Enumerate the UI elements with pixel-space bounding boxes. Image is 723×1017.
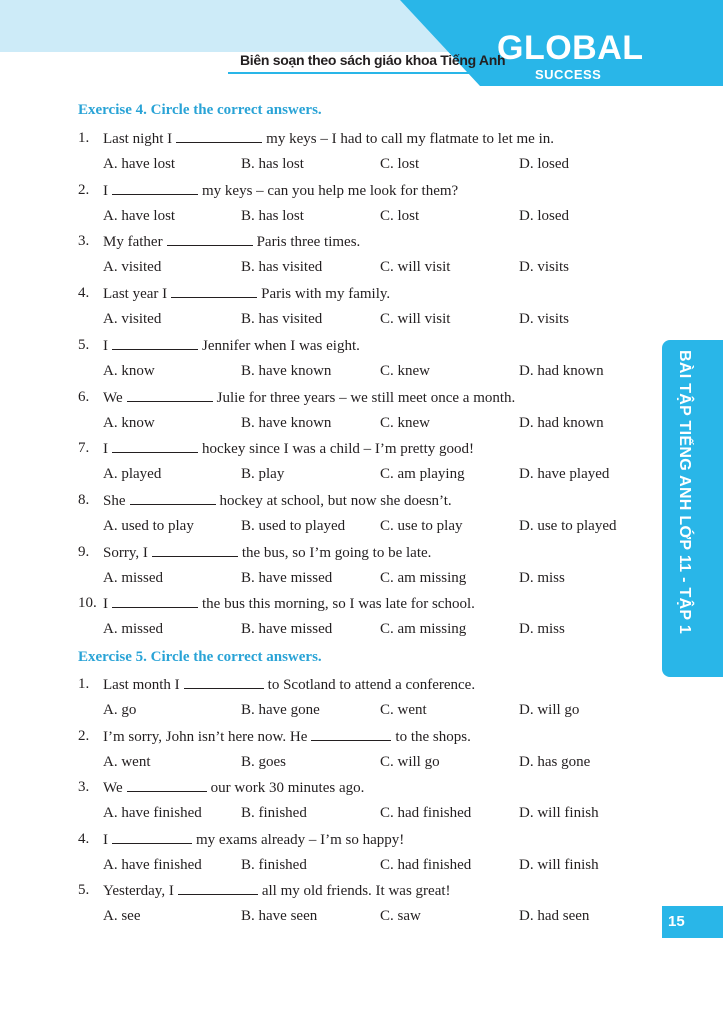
answer-option-b[interactable]: B. has visited xyxy=(241,311,323,328)
question-text xyxy=(103,544,431,562)
question-text-after: to Scotland to attend a conference. xyxy=(267,677,476,693)
question-text xyxy=(103,492,452,510)
answer-option-b[interactable]: B. have missed xyxy=(241,621,333,638)
answer-option-c[interactable]: C. use to play xyxy=(380,517,463,534)
question-text-before: Last night I xyxy=(103,131,173,147)
exercise-title: Exercise 5. Circle the correct answers. xyxy=(78,649,322,665)
question-number: 3. xyxy=(78,233,90,250)
answer-option-d[interactable]: D. visits xyxy=(519,259,570,276)
question-number: 6. xyxy=(78,388,90,405)
question-text-before: I xyxy=(103,182,108,199)
question-text-before: I xyxy=(103,831,108,848)
answer-blank[interactable] xyxy=(171,285,257,298)
answer-option-c[interactable]: C. lost xyxy=(380,156,420,172)
question-text xyxy=(103,676,475,694)
answer-blank[interactable] xyxy=(127,779,207,792)
answer-option-a[interactable]: A. have lost xyxy=(103,207,176,224)
header-subtitle: Biên soạn theo sách giáo khoa Tiếng Anh xyxy=(240,52,506,68)
question-number: 4. xyxy=(78,285,90,302)
question-text-before: We xyxy=(103,780,123,796)
answer-option-a[interactable]: A. visited xyxy=(103,259,162,276)
answer-option-b[interactable]: B. have seen xyxy=(241,908,318,924)
question-text-after: my keys – can you help me look for them? xyxy=(202,182,459,199)
question-text xyxy=(103,285,390,303)
header-band-light xyxy=(0,0,460,52)
answer-option-c[interactable]: C. lost xyxy=(380,207,420,224)
answer-blank[interactable] xyxy=(112,595,198,608)
answer-option-d[interactable]: D. has gone xyxy=(519,753,591,770)
question-number: 2. xyxy=(78,181,90,198)
question-text-after: Paris with my family. xyxy=(261,286,391,303)
question-text-before: Yesterday, I xyxy=(103,883,174,899)
answer-option-c[interactable]: C. will visit xyxy=(380,259,451,276)
question-text-after: Jennifer when I was eight. xyxy=(202,337,360,354)
answer-option-d[interactable]: D. visits xyxy=(519,311,570,328)
answer-blank[interactable] xyxy=(127,389,213,402)
brand-logo-title: GLOBAL xyxy=(497,29,644,67)
answer-option-a[interactable]: A. have finished xyxy=(103,856,202,873)
page-number: 15 xyxy=(662,906,723,938)
answer-blank[interactable] xyxy=(130,492,216,505)
answer-blank[interactable] xyxy=(112,182,198,195)
header-underline xyxy=(228,72,490,74)
question-text-after: hockey since I was a child – I’m pretty good! xyxy=(202,441,474,458)
question-text-after: Julie for three years – we still meet once a month. xyxy=(216,389,516,406)
answer-option-d[interactable]: D. miss xyxy=(519,621,565,638)
question-text-after: all my old friends. It was great! xyxy=(261,883,451,899)
answer-blank[interactable] xyxy=(176,130,262,143)
answer-option-c[interactable]: C. had finished xyxy=(380,805,472,821)
question-text xyxy=(103,595,475,613)
question-text xyxy=(103,233,360,251)
answer-option-a[interactable]: A. go xyxy=(103,702,137,718)
answer-option-d[interactable]: D. will finish xyxy=(519,856,599,873)
answer-option-a[interactable]: A. know xyxy=(103,362,155,379)
answer-option-c[interactable]: C. will go xyxy=(380,753,440,770)
answer-option-d[interactable]: D. miss xyxy=(519,569,565,586)
answer-option-a[interactable]: A. see xyxy=(103,908,141,924)
side-tab-text: BÀI TẬP TIẾNG ANH LỚP 11 - TẬP 1 xyxy=(676,350,693,635)
question-text-before: My father xyxy=(103,234,163,251)
answer-option-b[interactable]: B. finished xyxy=(241,805,307,821)
question-number: 8. xyxy=(78,491,90,508)
question-text-before: I’m sorry, John isn’t here now. He xyxy=(103,728,308,745)
answer-option-b[interactable]: B. have known xyxy=(241,362,332,379)
answer-option-d[interactable]: D. had known xyxy=(519,414,604,431)
question-number: 3. xyxy=(78,779,90,795)
question-number: 5. xyxy=(78,882,90,898)
question-text xyxy=(103,337,360,355)
answer-option-c[interactable]: C. am missing xyxy=(380,621,467,638)
question-text-after: our work 30 minutes ago. xyxy=(210,780,365,796)
brand-logo-subtitle: SUCCESS xyxy=(535,67,602,82)
question-text-after: hockey at school, but now she doesn’t. xyxy=(219,492,452,509)
answer-option-d[interactable]: D. had seen xyxy=(519,908,590,924)
answer-option-a[interactable]: A. went xyxy=(103,753,151,770)
answer-blank[interactable] xyxy=(184,676,264,689)
answer-blank[interactable] xyxy=(112,831,192,844)
question-text-before: Last year I xyxy=(103,286,168,303)
answer-option-b[interactable]: B. finished xyxy=(241,856,307,873)
answer-option-a[interactable]: A. know xyxy=(103,414,155,431)
answer-option-b[interactable]: B. has visited xyxy=(241,259,323,276)
question-text-before: Sorry, I xyxy=(103,544,148,561)
answer-blank[interactable] xyxy=(311,728,391,741)
answer-option-d[interactable]: D. losed xyxy=(519,207,569,224)
answer-option-c[interactable]: C. will visit xyxy=(380,311,451,328)
answer-option-c[interactable]: C. am playing xyxy=(380,466,465,483)
question-text-after: the bus, so I’m going to be late. xyxy=(241,544,432,561)
question-number: 2. xyxy=(78,727,90,744)
answer-option-b[interactable]: B. have known xyxy=(241,414,332,431)
answer-blank[interactable] xyxy=(152,544,238,557)
answer-option-b[interactable]: B. has lost xyxy=(241,207,304,224)
question-number: 4. xyxy=(78,830,90,847)
question-text-before: I xyxy=(103,337,108,354)
question-number: 9. xyxy=(78,543,90,560)
exercise-title: Exercise 4. Circle the correct answers. xyxy=(78,102,322,118)
answer-option-c[interactable]: C. went xyxy=(380,702,427,718)
answer-option-a[interactable]: A. have lost xyxy=(103,156,176,172)
answer-option-d[interactable]: D. have played xyxy=(519,466,610,483)
answer-option-b[interactable]: B. used to played xyxy=(241,517,346,534)
answer-option-d[interactable]: D. had known xyxy=(519,362,604,379)
question-text xyxy=(103,779,364,797)
answer-blank[interactable] xyxy=(178,882,258,895)
answer-option-b[interactable]: B. goes xyxy=(241,753,286,770)
answer-option-c[interactable]: C. knew xyxy=(380,414,430,431)
answer-option-a[interactable]: A. missed xyxy=(103,621,163,638)
question-text xyxy=(103,831,404,849)
answer-blank[interactable] xyxy=(167,233,253,246)
question-text-before: I xyxy=(103,596,108,613)
answer-option-a[interactable]: A. played xyxy=(103,466,162,483)
question-text xyxy=(103,440,474,458)
answer-option-b[interactable]: B. have missed xyxy=(241,569,333,586)
answer-option-c[interactable]: C. saw xyxy=(380,908,421,924)
answer-option-d[interactable]: D. use to played xyxy=(519,517,617,534)
question-text-after: the bus this morning, so I was late for school. xyxy=(202,596,475,613)
question-number: 1. xyxy=(78,676,90,692)
question-text xyxy=(103,728,471,746)
question-text-after: my exams already – I’m so happy! xyxy=(196,831,405,848)
question-text-before: Last month I xyxy=(103,677,180,693)
question-text-before: We xyxy=(103,389,123,406)
answer-option-a[interactable]: A. used to play xyxy=(103,517,194,534)
question-text xyxy=(103,182,458,200)
answer-option-d[interactable]: D. will finish xyxy=(519,805,599,821)
answer-option-a[interactable]: A. missed xyxy=(103,569,163,586)
answer-blank[interactable] xyxy=(112,440,198,453)
answer-option-c[interactable]: C. am missing xyxy=(380,569,467,586)
answer-option-d[interactable]: D. losed xyxy=(519,156,569,172)
answer-option-a[interactable]: A. have finished xyxy=(103,805,202,821)
question-text-before: She xyxy=(103,492,126,509)
answer-option-b[interactable]: B. has lost xyxy=(241,156,304,172)
question-number: 5. xyxy=(78,336,90,353)
answer-option-b[interactable]: B. have gone xyxy=(241,702,320,718)
question-text-after: Paris three times. xyxy=(256,234,361,251)
answer-option-d[interactable]: D. will go xyxy=(519,702,580,718)
question-text-before: I xyxy=(103,441,108,458)
question-number: 1. xyxy=(78,130,90,146)
question-number: 7. xyxy=(78,440,90,457)
answer-option-b[interactable]: B. play xyxy=(241,466,285,483)
question-text xyxy=(103,882,451,900)
question-number: 10. xyxy=(78,595,97,612)
question-text xyxy=(103,389,515,407)
answer-blank[interactable] xyxy=(112,337,198,350)
answer-option-c[interactable]: C. had finished xyxy=(380,856,472,873)
answer-option-c[interactable]: C. knew xyxy=(380,362,430,379)
question-text-after: to the shops. xyxy=(395,728,471,745)
question-text-after: my keys – I had to call my flatmate to let me in. xyxy=(266,131,554,147)
answer-option-a[interactable]: A. visited xyxy=(103,311,162,328)
question-text xyxy=(103,130,554,148)
